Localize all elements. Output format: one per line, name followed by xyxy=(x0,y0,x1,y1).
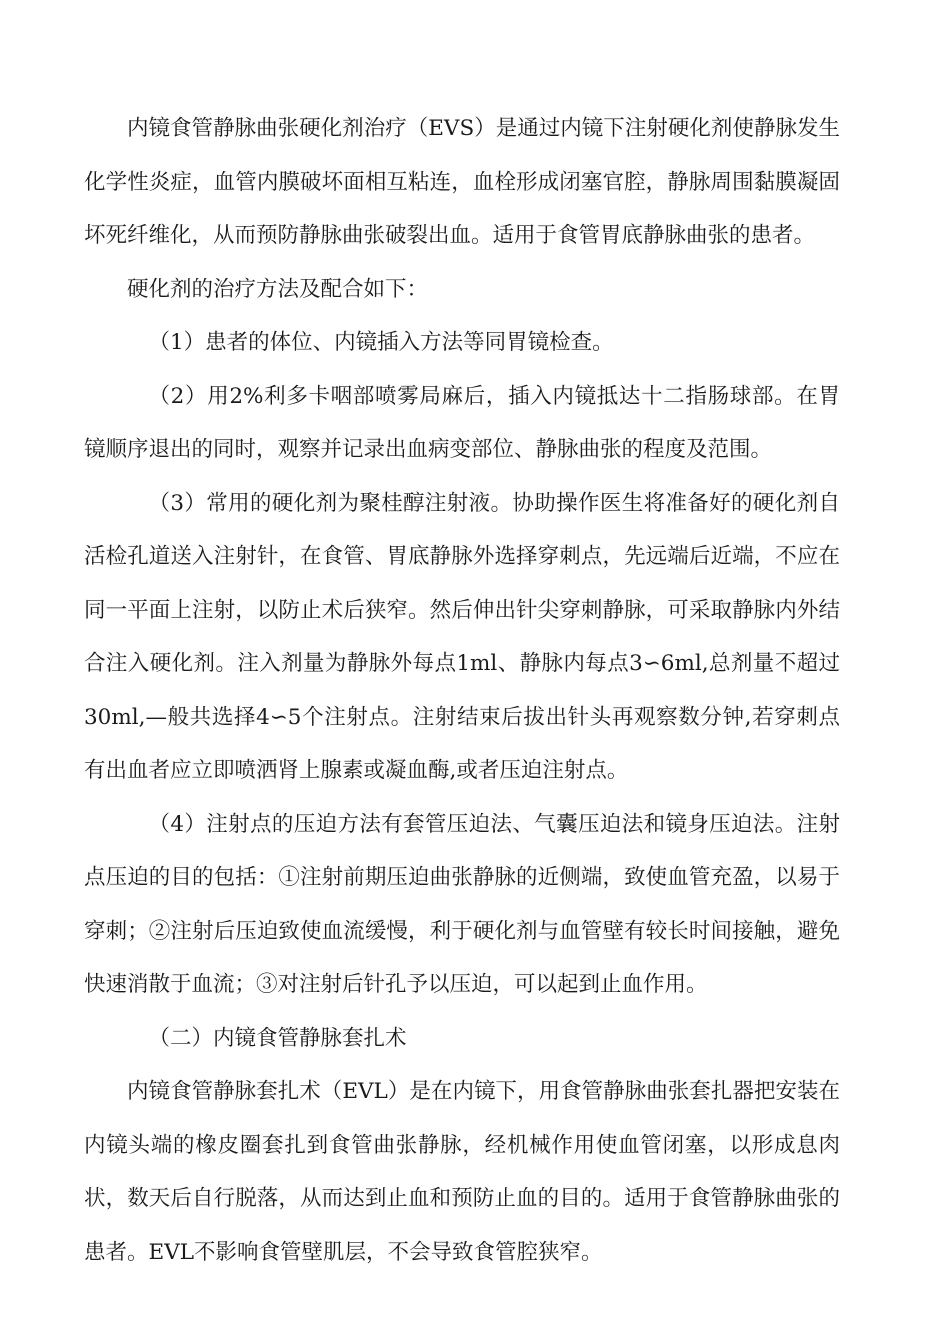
paragraph-evl-definition: 内镜食管静脉套扎术（EVL）是在内镜下，用食管静脉曲张套扎器把安装在内镜头端的橡皮圈套扎到食管曲张静脉，经机械作用使血管闭塞，以形成息肉状，数天后自行脱落，从而达到止血和预防止血的目的。适用于食管静脉曲张的患者。EVL不影响食管壁肌层，不会导致食管腔狭窄。 xyxy=(84,1079,840,1265)
paragraph-step-3: （3）常用的硬化剂为聚桂醇注射液。协助操作医生将准备好的硬化剂自活检孔道送入注射针，在食管、胃底静脉外选择穿刺点，先远端后近端，不应在同一平面上注射，以防止术后狭窄。然后伸出针尖穿刺静脉，可采取静脉内外结合注入硬化剂。注入剂量为静脉外每点1ml、静脉内每点3∽6ml,总剂量不超过30ml,—般共选择4∽5个注射点。注射结束后拔出针头再观察数分钟,若穿刺点有出血者应立即喷洒肾上腺素或凝血酶,或者压迫注射点。 xyxy=(84,490,840,783)
paragraph-step-4: （4）注射点的压迫方法有套管压迫法、气囊压迫法和镜身压迫法。注射点压迫的目的包括：①注射前期压迫曲张静脉的近侧端，致使血管充盈，以易于穿刺；②注射后压迫致使血流缓慢，利于硬化剂与血管壁有较长时间接触，避免快速消散于血流；③对注射后针孔予以压迫，可以起到止血作用。 xyxy=(84,811,840,997)
section-heading-evl: （二）内镜食管静脉套扎术 xyxy=(148,1025,407,1051)
paragraph-step-1: （1）患者的体位、内镜插入方法等同胃镜检查。 xyxy=(148,330,614,355)
document-body xyxy=(84,102,840,1279)
paragraph-method-intro: 硬化剂的治疗方法及配合如下： xyxy=(127,276,429,302)
paragraph-evs-definition: 内镜食管静脉曲张硬化剂治疗（EVS）是通过内镜下注射硬化剂使静脉发生化学性炎症，血管内膜破坏面相互粘连，血栓形成闭塞官腔，静脉周围黏膜凝固坏死纤维化，从而预防静脉曲张破裂出血。适用于食管胃底静脉曲张的患者。 xyxy=(84,116,840,248)
paragraph-step-2: （2）用2%利多卡咽部喷雾局麻后，插入内镜抵达十二指肠球部。在胃镜顺序退出的同时，观察并记录出血病变部位、静脉曲张的程度及范围。 xyxy=(84,383,840,462)
